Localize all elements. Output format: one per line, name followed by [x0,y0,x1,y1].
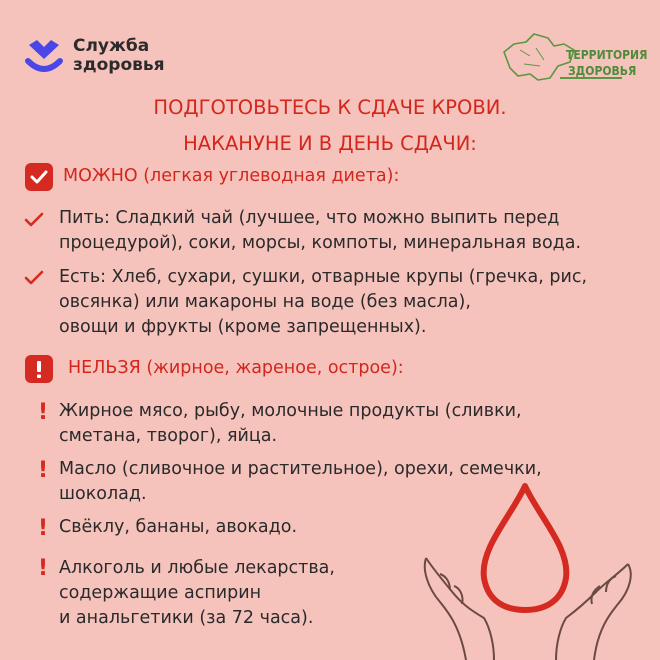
exclamation-badge-icon [25,355,53,383]
list-item: Свёклу, бананы, авокадо. [59,517,298,537]
heart-check-icon [25,37,63,75]
brand-logo [25,37,63,75]
exclamation-icon: ! [37,458,49,483]
list-item: Масло (сливочное и растительное), орехи, семечки, шоколад. [59,459,542,504]
check-icon [24,270,44,286]
list-item: Есть: Хлеб, сухари, сушки, отварные крупы (гречка, рис, овсянка) или макароны на воде (без масла), овощи и фрукты (кроме запрещенных). [59,267,588,337]
page-title-line-1: ПОДГОТОВЬТЕСЬ К СДАЧЕ КРОВИ. [153,96,507,119]
brand-line-2: здоровья [73,55,165,75]
partner-line-2: ЗДОРОВЬЯ [568,64,637,78]
list-item: Пить: Сладкий чай (лучшее, что можно выпить перед процедурой), соки, морсы, компоты, минеральная вода. [59,208,582,253]
exclamation-icon: ! [37,556,49,581]
partner-logo-text [566,47,647,79]
forbidden-heading: НЕЛЬЗЯ (жирное, жареное, острое): [68,358,404,378]
brand-line-1: Служба [73,36,150,56]
page-title-line-2: НАКАНУНЕ И В ДЕНЬ СДАЧИ: [183,132,477,155]
brand-name [73,37,165,75]
exclamation-icon: ! [37,516,49,541]
list-item: Жирное мясо, рыбу, молочные продукты (сливки, сметана, творог), яйца. [59,401,522,446]
list-item: Алкоголь и любые лекарства, содержащие аспирин и анальгетики (за 72 часа). [59,558,335,628]
partner-line-1: ТЕРРИТОРИЯ [566,48,648,62]
blood-drop-in-hands [420,478,650,660]
blood-drop-icon [484,486,567,610]
allowed-heading: МОЖНО (легкая углеводная диета): [63,166,400,186]
check-icon [24,212,44,228]
exclamation-icon: ! [37,400,49,425]
checkbox-checked-icon [25,163,53,191]
